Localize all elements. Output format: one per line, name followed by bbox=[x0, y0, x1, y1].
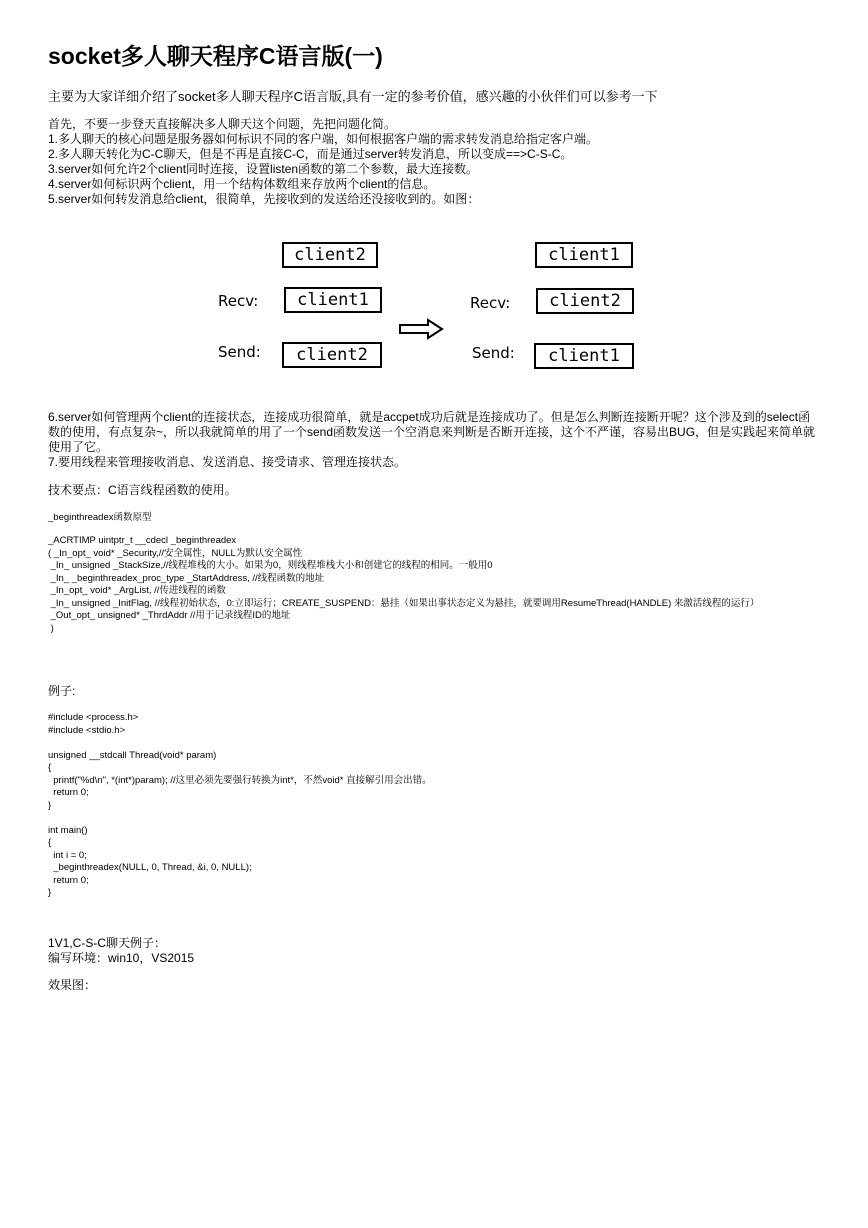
intro-line: 2.多人聊天转化为C-C聊天，但是不再是直接C-C，而是通过server转发消息，所以变成==>C-S-C。 bbox=[48, 147, 573, 161]
intro-line: 4.server如何标识两个client，用一个结构体数组来存放两个client的信息。 bbox=[48, 177, 436, 191]
intro-line: 3.server如何允许2个client同时连接，设置listen函数的第二个参数，最大连接数。 bbox=[48, 162, 479, 176]
code-line: ( _In_opt_ void* _Security,//安全属性，NULL为默认安全属性 bbox=[48, 547, 303, 559]
code-line bbox=[48, 812, 432, 825]
right-recv-client-box: client2 bbox=[536, 288, 634, 314]
code-line: { bbox=[48, 762, 52, 773]
code-line: return 0; bbox=[48, 787, 89, 798]
code-line: int i = 0; bbox=[48, 849, 87, 861]
arrow-right-icon bbox=[398, 318, 444, 340]
intro-line: 首先，不要一步登天直接解决多人聊天这个问题，先把问题化简。 bbox=[48, 117, 397, 131]
code-line: return 0; bbox=[48, 874, 89, 886]
footer-line: 1V1,C-S-C聊天例子： bbox=[48, 936, 167, 950]
code-line: { bbox=[48, 837, 52, 848]
code-line: #include <process.h> bbox=[48, 712, 139, 723]
footer-line: 编写环境：win10，VS2015 bbox=[48, 951, 195, 965]
code-line: _In_ unsigned _InitFlag, //线程初始状态，0:立即运行；CREATE_SUSPEND：悬挂（如果出事状态定义为悬挂，就要调用ResumeThread(HANDLE) 来激活线程的运行） bbox=[48, 597, 760, 609]
page-title: socket多人聊天程序C语言版(一) bbox=[48, 43, 383, 69]
prototype-code bbox=[48, 535, 759, 635]
right-top-client-box: client1 bbox=[535, 242, 633, 268]
message-forward-diagram bbox=[210, 236, 650, 376]
code-line: _ACRTIMP uintptr_t __cdecl _beginthreadex bbox=[48, 535, 237, 546]
example-heading: 例子: bbox=[48, 684, 76, 698]
code-line: printf("%d\n", *(int*)param); //这里必须先要强行转换为int*，不然void* 直接解引用会出错。 bbox=[48, 774, 432, 786]
point-line: 7.要用线程来管理接收消息、发送消息、接受请求、管理连接状态。 bbox=[48, 455, 407, 469]
code-line: int main() bbox=[48, 824, 88, 836]
right-send-client-box: client1 bbox=[534, 343, 634, 369]
point-line: 6.server如何管理两个client的连接状态，连接成功很简单，就是accpet成功后就是连接成功了。但是怎么判断连接断开呢？这个涉及到的select函数的使用，有点复杂~，所以我就简单的用了一个send函数发送一个空消息来判断是否断开连接，这个不严谨，容易出BUG，但是实践起来简单就使用了它。 bbox=[48, 410, 816, 454]
code-line bbox=[48, 737, 432, 750]
article-summary: 主要为大家详细介绍了socket多人聊天程序C语言版,具有一定的参考价值，感兴趣的小伙伴们可以参考一下 bbox=[48, 89, 658, 104]
code-line: _beginthreadex(NULL, 0, Thread, &i, 0, NULL); bbox=[48, 862, 252, 873]
code-line: } bbox=[48, 799, 52, 811]
left-recv-client-box: client1 bbox=[284, 287, 382, 313]
left-send-client-box: client2 bbox=[282, 342, 382, 368]
code-line: _In_opt_ void* _ArgList, //传进线程的函数 bbox=[48, 585, 226, 596]
code-line: unsigned __stdcall Thread(void* param) bbox=[48, 749, 217, 761]
example-code bbox=[48, 712, 432, 900]
effect-label: 效果图： bbox=[48, 978, 97, 992]
left-send-label: Send: bbox=[218, 343, 261, 361]
right-send-label: Send: bbox=[472, 344, 515, 362]
intro-line: 5.server如何转发消息给client，很简单，先接收到的发送给还没接收到的。如图： bbox=[48, 192, 480, 206]
right-recv-label: Recv: bbox=[470, 294, 511, 312]
intro-line: 1.多人聊天的核心问题是服务器如何标识不同的客户端，如何根据客户端的需求转发消息给指定客户端。 bbox=[48, 132, 599, 146]
code-line: ) bbox=[48, 622, 54, 634]
code-line: } bbox=[48, 887, 52, 898]
left-recv-label: Recv: bbox=[218, 292, 259, 310]
tech-point-text: 技术要点：C语言线程函数的使用。 bbox=[48, 483, 237, 497]
points-list bbox=[48, 410, 820, 470]
code-line: #include <stdio.h> bbox=[48, 724, 126, 736]
code-line: _In_ unsigned _StackSize,//线程堆栈的大小。如果为0，则线程堆栈大小和创建它的线程的相同。一般用0 bbox=[48, 560, 493, 571]
prototype-heading: _beginthreadex函数原型 bbox=[48, 512, 152, 523]
footer-notes bbox=[48, 936, 194, 966]
tech-point bbox=[48, 483, 237, 498]
code-line: _Out_opt_ unsigned* _ThrdAddr //用于记录线程ID的地址 bbox=[48, 610, 291, 621]
left-top-client-box: client2 bbox=[282, 242, 378, 268]
intro-list bbox=[48, 117, 598, 207]
code-line: _In_ _beginthreadex_proc_type _StartAddress, //线程函数的地址 bbox=[48, 572, 325, 584]
